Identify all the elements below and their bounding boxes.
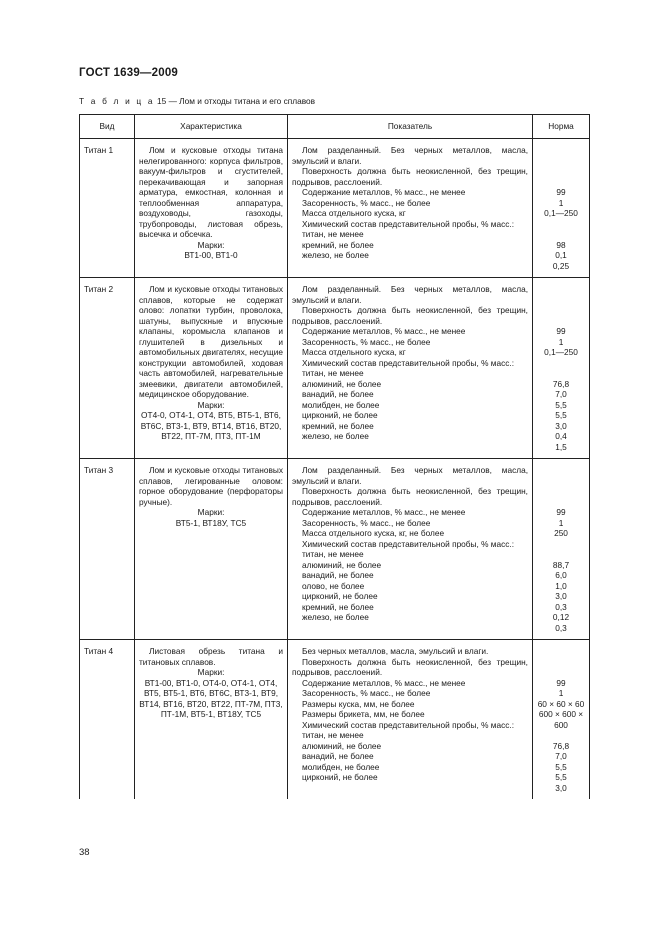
- indicator-line: Масса отдельного куска, кг, не более: [302, 528, 445, 538]
- cell-characteristic: [135, 139, 288, 278]
- indicator-line: Поверхность должна быть неокисленной, без трещин, подрывов, расслоений.: [292, 166, 528, 187]
- norm-value: [537, 465, 585, 476]
- norm-value: 5,5: [555, 772, 567, 782]
- norm-value: 5,5: [555, 410, 567, 420]
- indicator-line: Химический состав представительной пробы, % масс.:: [302, 357, 515, 368]
- norm-value: 0,1—250: [544, 347, 578, 357]
- indicator-line: кремний, не более: [302, 420, 374, 431]
- norm-value: [537, 646, 585, 657]
- norm-value: 1: [558, 517, 564, 528]
- norm-value: 5,5: [555, 399, 567, 410]
- col-header-characteristic: Характеристика: [135, 115, 288, 139]
- indicator-line: титан, не менее: [302, 730, 364, 740]
- indicator-line: Поверхность должна быть неокисленной, без трещин, подрывов, расслоений.: [292, 486, 528, 507]
- norm-value: 3,0: [555, 591, 567, 601]
- table-row: [80, 278, 590, 459]
- cell-characteristic: [135, 640, 288, 800]
- norm-value: 250: [554, 528, 568, 538]
- scrap-table: [79, 114, 590, 799]
- indicator-line: Поверхность должна быть неокисленной, без трещин, подрывов, расслоений.: [292, 305, 528, 326]
- norm-value: 99: [556, 326, 566, 336]
- norm-value: [537, 145, 585, 156]
- cell-indicators: [288, 459, 533, 640]
- table-row: [80, 640, 590, 800]
- cell-norms: [533, 139, 590, 278]
- table-caption: [79, 96, 315, 106]
- marks-list: ОТ4-0, ОТ4-1, ОТ4, ВТ5, ВТ5-1, ВТ6, ВТ6С, ВТ3-1, ВТ9, ВТ14, ВТ16, ВТ20, ВТ22, ПТ-7М, ПТ3, ПТ-1М: [140, 410, 282, 441]
- indicator-line: Размеры куска, мм, не более: [302, 698, 415, 709]
- norm-value: 1,0: [555, 580, 567, 591]
- norm-value: 1: [558, 197, 564, 208]
- norm-value: [537, 730, 585, 741]
- norm-value: 60 × 60 × 60: [537, 698, 585, 709]
- caption-title: — Лом и отходы титана и его сплавов: [168, 96, 316, 106]
- norm-value: 99: [556, 507, 566, 517]
- marks-list: ВТ1-00, ВТ1-0: [184, 250, 238, 260]
- norm-value: 0,3: [555, 601, 567, 612]
- norm-value: [537, 229, 585, 240]
- indicator-line: титан, не менее: [302, 549, 364, 559]
- norm-value: [537, 368, 585, 379]
- indicator-line: молибден, не более: [302, 761, 380, 772]
- indicator-line: ванадий, не более: [302, 389, 374, 399]
- indicator-line: алюминий, не более: [302, 740, 382, 751]
- marks-label: Марки:: [197, 507, 225, 517]
- indicator-line: Лом разделанный. Без черных металлов, масла, эмульсий и влаги.: [292, 465, 528, 486]
- indicator-line: титан, не менее: [302, 229, 364, 239]
- table-row: [80, 459, 590, 640]
- indicator-line: Химический состав представительной пробы, % масс.:: [302, 719, 515, 730]
- indicator-line: молибден, не более: [302, 399, 380, 410]
- norm-value: 76,8: [552, 740, 570, 751]
- norm-value: [537, 476, 585, 487]
- col-header-norm: Норма: [533, 115, 590, 139]
- page-number: 38: [79, 847, 90, 858]
- col-header-vid: Вид: [80, 115, 135, 139]
- indicator-line: ванадий, не более: [302, 751, 374, 761]
- norm-value: 1: [558, 688, 564, 698]
- cell-indicators: [288, 640, 533, 800]
- cell-vid: Титан 4: [80, 640, 135, 800]
- norm-value: [537, 284, 585, 295]
- characteristic-text: Лом и кусковые отходы титановых сплавов, легированные оловом: горное оборудование (перфораторы ручные).: [139, 465, 283, 507]
- norm-value: 3,0: [555, 420, 567, 431]
- indicator-line: алюминий, не более: [302, 378, 382, 389]
- norm-value: 7,0: [555, 389, 567, 399]
- indicator-line: титан, не менее: [302, 368, 364, 378]
- indicator-line: цирконий, не более: [302, 772, 378, 782]
- indicator-line: кремний, не более: [302, 239, 374, 250]
- caption-label: Т а б л и ц а: [79, 96, 155, 106]
- marks-list: ВТ5-1, ВТ18У, ТС5: [175, 517, 247, 528]
- indicator-line: цирконий, не более: [302, 591, 378, 601]
- cell-characteristic: [135, 278, 288, 459]
- norm-value: 0,1—250: [544, 208, 578, 218]
- norm-value: 1,5: [555, 441, 567, 452]
- characteristic-text: Лом и кусковые отходы титановых сплавов, которые не содержат олово: лопатки турбин, проволока, шатуны, выпускные и впускные клапаны, коромысла клапанов и глушителей в дизельных и автомобильных двигателях, несущие конструкции автомобилей, ходовая часть автомобилей, нагревательные змеевики, двигатели автомобилей, медицинское оборудование.: [139, 284, 283, 399]
- cell-indicators: [288, 278, 533, 459]
- norm-value: [537, 657, 585, 668]
- norm-value: [537, 316, 585, 327]
- col-header-indicator: Показатель: [288, 115, 533, 139]
- cell-characteristic: [135, 459, 288, 640]
- indicator-line: алюминий, не более: [302, 559, 382, 570]
- norm-value: 0,12: [552, 612, 570, 622]
- cell-vid: Титан 3: [80, 459, 135, 640]
- norm-value: [537, 219, 585, 230]
- norm-value: [537, 177, 585, 188]
- indicator-line: цирконий, не более: [302, 410, 378, 420]
- indicator-line: Засоренность, % масс., не более: [302, 336, 431, 347]
- indicator-line: Химический состав представительной пробы, % масс.:: [302, 538, 515, 549]
- marks-label: Марки:: [197, 399, 225, 410]
- norm-value: [537, 486, 585, 497]
- norm-value: 600 × 600 × 600: [538, 709, 584, 730]
- norm-value: 99: [556, 677, 566, 688]
- indicator-line: Содержание металлов, % масс., не менее: [302, 677, 466, 688]
- norm-value: [537, 305, 585, 316]
- indicator-line: Засоренность, % масс., не более: [302, 517, 431, 528]
- marks-label: Марки:: [197, 667, 225, 677]
- document-code: ГОСТ 1639—2009: [79, 67, 179, 79]
- norm-value: 76,8: [552, 378, 570, 389]
- indicator-line: Содержание металлов, % масс., не менее: [302, 507, 466, 517]
- caption-number: 15: [157, 96, 167, 106]
- norm-value: 99: [556, 187, 566, 197]
- indicator-line: железо, не более: [302, 431, 369, 441]
- indicator-line: Размеры брикета, мм, не более: [302, 709, 425, 719]
- norm-value: 6,0: [555, 570, 567, 580]
- norm-value: 7,0: [555, 751, 567, 761]
- norm-value: 0,4: [555, 431, 567, 441]
- norm-value: [537, 295, 585, 306]
- cell-norms: [533, 278, 590, 459]
- norm-value: [537, 166, 585, 177]
- indicator-line: Химический состав представительной пробы, % масс.:: [302, 218, 515, 229]
- indicator-line: олово, не более: [302, 580, 365, 591]
- norm-value: [537, 497, 585, 508]
- indicator-line: железо, не более: [302, 250, 369, 260]
- indicator-line: Масса отдельного куска, кг: [302, 347, 406, 357]
- table-header-row: [80, 115, 590, 139]
- norm-value: [537, 156, 585, 167]
- characteristic-text: Листовая обрезь титана и титановых сплавов.: [139, 646, 283, 667]
- indicator-line: Содержание металлов, % масс., не менее: [302, 187, 466, 197]
- indicator-line: Лом разделанный. Без черных металлов, масла, эмульсий и влаги.: [292, 284, 528, 305]
- indicator-line: Без черных металлов, масла, эмульсий и влаги.: [302, 646, 489, 656]
- norm-value: 0,3: [555, 622, 567, 633]
- marks-list: ВТ1-00, ВТ1-0, ОТ4-0, ОТ4-1, ОТ4, ВТ5, ВТ5-1, ВТ6, ВТ6С, ВТ3-1, ВТ9, ВТ14, ВТ16, ВТ20, ВТ22, ПТ-7М, ПТ3, ПТ-1М, ВТ5-1, ВТ18У, ТС5: [139, 677, 283, 719]
- indicator-line: Содержание металлов, % масс., не менее: [302, 326, 466, 336]
- cell-indicators: [288, 139, 533, 278]
- norm-value: [537, 549, 585, 560]
- norm-value: 88,7: [552, 559, 570, 570]
- norm-value: [537, 539, 585, 550]
- norm-value: 0,25: [552, 260, 570, 271]
- cell-vid: Титан 2: [80, 278, 135, 459]
- indicator-line: железо, не более: [302, 612, 369, 622]
- norm-value: 3,0: [555, 782, 567, 793]
- indicator-line: кремний, не более: [302, 601, 374, 612]
- marks-label: Марки:: [197, 239, 225, 250]
- cell-vid: Титан 1: [80, 139, 135, 278]
- indicator-line: Засоренность, % масс., не более: [302, 197, 431, 208]
- norm-value: [537, 358, 585, 369]
- indicator-line: Поверхность должна быть неокисленной, без трещин, подрывов, расслоений.: [292, 656, 528, 677]
- norm-value: 98: [556, 239, 566, 250]
- indicator-line: Масса отдельного куска, кг: [302, 208, 406, 218]
- norm-value: [537, 667, 585, 678]
- norm-value: 0,1: [555, 250, 567, 260]
- characteristic-text: Лом и кусковые отходы титана нелегированного: корпуса фильтров, вакуум-фильтров и сгустителей, перекачивающая и запорная арматура, емкостная, колонная и теплообменная аппаратура, воздуховоды, газоходы, трубопроводы, листовая обрезь, высечка и обсечка.: [139, 145, 283, 239]
- cell-norms: [533, 640, 590, 800]
- cell-norms: [533, 459, 590, 640]
- indicator-line: ванадий, не более: [302, 570, 374, 580]
- norm-value: 5,5: [555, 761, 567, 772]
- indicator-line: Лом разделанный. Без черных металлов, масла, эмульсий и влаги.: [292, 145, 528, 166]
- norm-value: 1: [558, 336, 564, 347]
- table-row: [80, 139, 590, 278]
- indicator-line: Засоренность, % масс., не более: [302, 688, 431, 698]
